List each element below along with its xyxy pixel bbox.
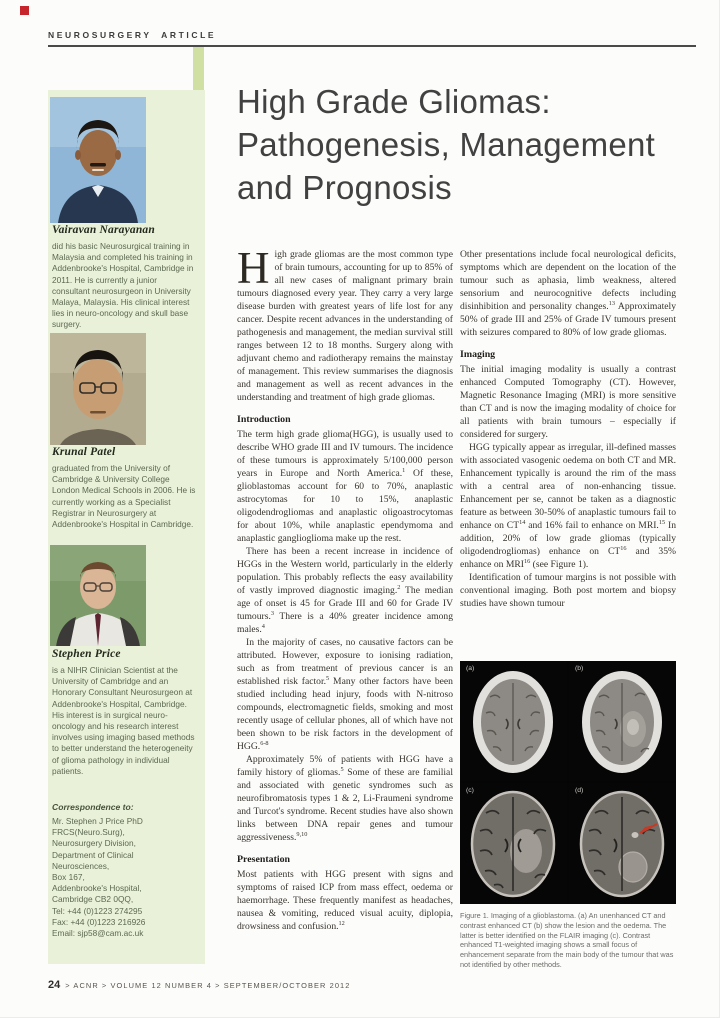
article-column-1 (237, 243, 454, 933)
section-heading-presentation: Presentation (237, 854, 291, 865)
correspondence-block (52, 816, 196, 939)
scan-label-d: (d) (575, 787, 584, 794)
mri-scan-illustration (569, 783, 676, 904)
correspondence-heading: Correspondence to: (52, 802, 134, 812)
article-category-label: NEUROSURGERY ARTICLE (48, 30, 217, 40)
author-bio-narayanan: did his basic Neurosurgical training in Malaysia and completed his training in Addenbrooke's Hospital, Cambridge in 2011. He is currently a junior consultant neurosurgeon in University Malaya, Malaysia. His clinical interest lies in neuro-oncology and skull base surgery. (52, 241, 194, 330)
scan-panel-d-contrast-t1-mri (569, 783, 676, 903)
author-name-price: Stephen Price (52, 648, 121, 660)
scan-label-b: (b) (575, 665, 584, 672)
scan-panel-a-unenhanced-ct (460, 661, 567, 781)
body-paragraph: Approximately 5% of patients with HGG have a family history of gliomas.$^5$ Some of these are familial and associated with genetic syndromes such as neurofibromatosis types 1 & 2, Li-Fraumeni syndrome and Turcot's syndrome. Recent studies have also shown links between DNA repair genes and tumour aggressiveness.$^{9,10}$ (237, 754, 453, 843)
author-name-narayanan: Vairavan Narayanan (52, 224, 155, 236)
body-paragraph: Other presentations include focal neurological deficits, symptoms which are dependent on the location of the tumour such as aphasia, limb weakness, altered sensorium and neurocognitive defects including disinhibition and personality changes.$^{13}$ Approximately 50% of grade III and 25% of Grade IV tumours present with seizures compared to 80% of low grade gliomas. (460, 249, 677, 338)
body-paragraph: There has been a recent increase in incidence of HGGs in the Western world, particularly in the elderly population. This probably reflects the easy availability of vastly improved diagnostic imaging.$^2$ The median age of onset is 45 for Grade III and 60 for Grade IV tumours.$^3$ There is a 40% greater incidence among males.$^4$ (237, 546, 454, 635)
section-heading-imaging: Imaging (460, 349, 496, 360)
author-photo-narayanan (50, 97, 146, 223)
ct-scan-illustration (569, 661, 676, 781)
author-photo-patel (50, 333, 146, 445)
scan-label-c: (c) (466, 787, 474, 794)
header-rule (48, 45, 696, 47)
correspondence-line: Mr. Stephen J Price PhD (52, 816, 143, 826)
correspondence-line: Box 167, (52, 872, 85, 883)
article-column-2 (460, 248, 676, 610)
body-paragraph: The term high grade glioma(HGG), is usually used to describe WHO grade III and IV tumours. The incidence of these tumours is approximately 5/100,000 person years in Europe and North America.$^1$ Of these, glioblastomas account for 60 to 70%, anaplastic astrocytomas for 10 to 15%, anaplastic oligodendrogliomas and anaplastic oligoastrocytomas for about 10%, while anaplastic ependymoma and anaplastic ganglioglioma make up the rest. (237, 429, 454, 544)
ct-scan-illustration (460, 661, 567, 781)
body-paragraph: HGG typically appear as irregular, ill-defined masses with associated vasogenic oedema on both CT and MR. Enhancement typically is around the rim of the mass with a central area of non-enhancing tissue. Enhancement per se, cannot be taken as a diagnostic feature as between 30-50% of anaplastic tumours fail to enhance on CT$^{14}$ and 16% fail to enhance on MRI.$^{15}$ In addition, 20% of low grade gliomas (typically oligodendrogliomas) enhance on CT$^{16}$ and 35% enhance on MRI$^{16}$ (see Figure 1). (460, 442, 677, 570)
correspondence-line: Cambridge CB2 0QQ, (52, 894, 134, 905)
portrait-illustration (50, 97, 146, 223)
article-title-line1: High Grade Gliomas: (237, 83, 551, 120)
correspondence-line: Neurosurgery Division, (52, 838, 136, 849)
lead-paragraph (237, 243, 453, 404)
correspondence-line: FRCS(Neuro.Surg), (52, 827, 125, 838)
correspondence-line: Addenbrooke's Hospital, (52, 883, 142, 894)
scan-label-a: (a) (466, 665, 475, 672)
body-paragraph: Identification of tumour margins is not possible with conventional imaging. Both post mortem and biopsy studies have shown tumour (460, 572, 676, 609)
section-heading-introduction: Introduction (237, 414, 291, 425)
journal-issue-info: > ACNR > VOLUME 12 NUMBER 4 > SEPTEMBER/OCTOBER 2012 (65, 981, 351, 990)
correspondence-phone: Tel: +44 (0)1223 274295 (52, 905, 143, 916)
correspondence-fax: Fax: +44 (0)1223 216926 (52, 916, 146, 927)
author-photo-price (50, 545, 146, 646)
drop-cap: H (237, 243, 270, 293)
article-title (237, 80, 699, 209)
article-title-line3: and Prognosis (237, 169, 452, 206)
portrait-illustration (50, 545, 146, 646)
author-bio-price: is a NIHR Clinician Scientist at the University of Cambridge and an Honorary Consultant Neurosurgeon at Addenbrooke's Hospital, Cambridge. His interest is in surgical neuro-oncology and his research interest involves using imaging based methods to better understand the heterogeneity of glioma pathology in individual patients. (52, 665, 195, 776)
mri-scan-illustration (460, 783, 567, 904)
scan-panel-b-contrast-ct (569, 661, 676, 781)
correspondence-email: Email: sjp58@cam.ac.uk (52, 928, 144, 939)
author-name-patel: Krunal Patel (52, 446, 116, 458)
article-title-line2: Pathogenesis, Management (237, 126, 656, 163)
body-paragraph: Most patients with HGG present with signs and symptoms of raised ICP from mass effect, oedema or haemorrhage. These frequently manifest as headaches, nausea & vomiting, reduced visual acuity, diplopia, drowsiness and confusion.$^{12}$ (237, 869, 453, 932)
author-sidebar (48, 90, 205, 964)
portrait-illustration (50, 333, 146, 445)
figure-1-brain-scans (460, 661, 676, 904)
page-footer (48, 979, 350, 991)
corner-accent-square (20, 6, 29, 15)
body-paragraph: In the majority of cases, no causative factors can be attributed. However, exposure to ionising radiation, such as from treatment of previous cancer is an established risk factor.$^5$ Many other factors have been studied including head injury, foods with N-nitroso compounds, electromagnetic fields, smoking and most recently usage of cellular phones, all of which have not been shown to be risk factors in the development of HGG.$^{6-8}$ (237, 637, 453, 752)
figure-1-caption: Figure 1. Imaging of a glioblastoma. (a) An unenhanced CT and contrast enhanced CT (b) show the lesion and the oedema. The latter is better identified on the FLAIR imaging (c). Contrast enhanced T1-weighted imaging shows a small focus of enhancement separate from the main body of the tumour that was not identified by other methods. (460, 911, 674, 969)
author-bio-patel: graduated from the University of Cambridge & University College London Medical Schools in 2006. He is currently working as a Specialist Registrar in Neurosurgery at Addenbrooke's Hospital in Cambridge. (52, 463, 196, 530)
correspondence-line: Department of Clinical (52, 849, 134, 860)
scan-panel-c-flair-mri (460, 783, 567, 903)
lead-paragraph-text: igh grade gliomas are the most common type of brain tumours, accounting for up to 85% of all new cases of malignant primary brain tumours diagnosed every year. They carry a very large disease burden with greatest years of life lost for any cancer. Despite recent advances in the understanding of pathogenesis and management, the median survival still ranges between 12 to 18 months. Surgery along with adjuvant chemo and radiotherapy remains the mainstay of management. This review summarises the diagnosis and management as well as recent advances in the understanding and treatment of high grade gliomas. (237, 249, 453, 403)
page-number: 24 (48, 979, 61, 991)
correspondence-line: Neurosciences, (52, 860, 110, 871)
body-paragraph: The initial imaging modality is usually a contrast enhanced Computed Tomography (CT). However, Magnetic Resonance Imaging (MRI) is more sensitive than CT and is now the imaging modality of choice for all patients with brain tumours – especially if considered for surgery. (460, 364, 676, 440)
